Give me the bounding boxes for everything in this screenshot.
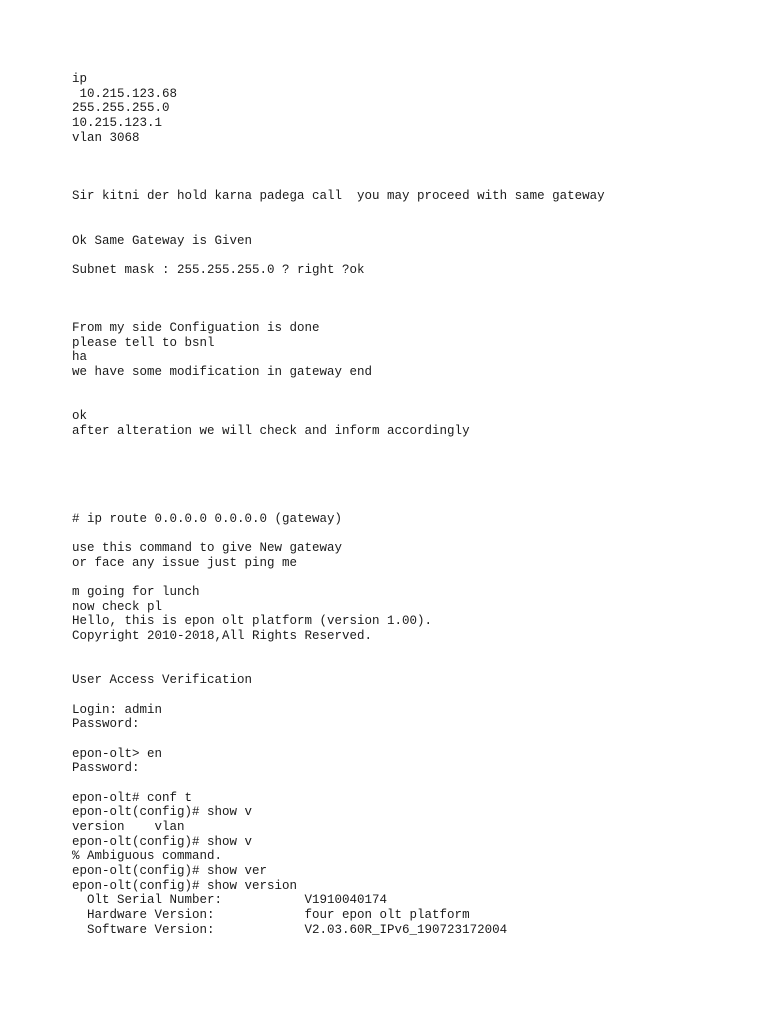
text-line: Olt Serial Number: V1910040174 [72, 893, 388, 907]
text-line: Login: admin [72, 703, 163, 717]
text-line: Subnet mask : 255.255.255.0 ? right ?ok [72, 263, 365, 277]
text-line: Sir kitni der hold karna padega call you may proceed with same gateway [72, 189, 605, 203]
text-line: epon-olt# conf t [72, 791, 193, 805]
text-line: Ok Same Gateway is Given [72, 234, 253, 248]
text-line: now check pl [72, 600, 163, 614]
text-line: % Ambiguous command. [72, 849, 223, 863]
text-line: use this command to give New gateway [72, 541, 343, 555]
text-line: Hello, this is epon olt platform (version 1.00). [72, 614, 433, 628]
text-line: epon-olt(config)# show version [72, 879, 298, 893]
text-line: epon-olt(config)# show v [72, 805, 253, 819]
text-line: From my side Configuation is done [72, 321, 320, 335]
text-line: after alteration we will check and inform accordingly [72, 424, 470, 438]
text-line: 10.215.123.68 [72, 87, 178, 101]
text-line: m going for lunch [72, 585, 200, 599]
text-line: Copyright 2010-2018,All Rights Reserved. [72, 629, 373, 643]
text-line: ip [72, 72, 88, 86]
text-line: epon-olt(config)# show ver [72, 864, 268, 878]
text-line: 10.215.123.1 [72, 116, 163, 130]
text-line: ha [72, 350, 88, 364]
text-line: epon-olt> en [72, 747, 163, 761]
text-line: vlan 3068 [72, 131, 140, 145]
text-line: User Access Verification [72, 673, 253, 687]
text-line: Password: [72, 717, 140, 731]
text-line: epon-olt(config)# show v [72, 835, 253, 849]
text-line: Password: [72, 761, 140, 775]
text-line: version vlan [72, 820, 185, 834]
text-line: we have some modification in gateway end [72, 365, 373, 379]
text-line: 255.255.255.0 [72, 101, 170, 115]
text-line: Hardware Version: four epon olt platform [72, 908, 470, 922]
text-line: or face any issue just ping me [72, 556, 298, 570]
text-line: ok [72, 409, 88, 423]
text-line: # ip route 0.0.0.0 0.0.0.0 (gateway) [72, 512, 343, 526]
text-line: Software Version: V2.03.60R_IPv6_190723172004 [72, 923, 508, 937]
text-line: please tell to bsnl [72, 336, 215, 350]
